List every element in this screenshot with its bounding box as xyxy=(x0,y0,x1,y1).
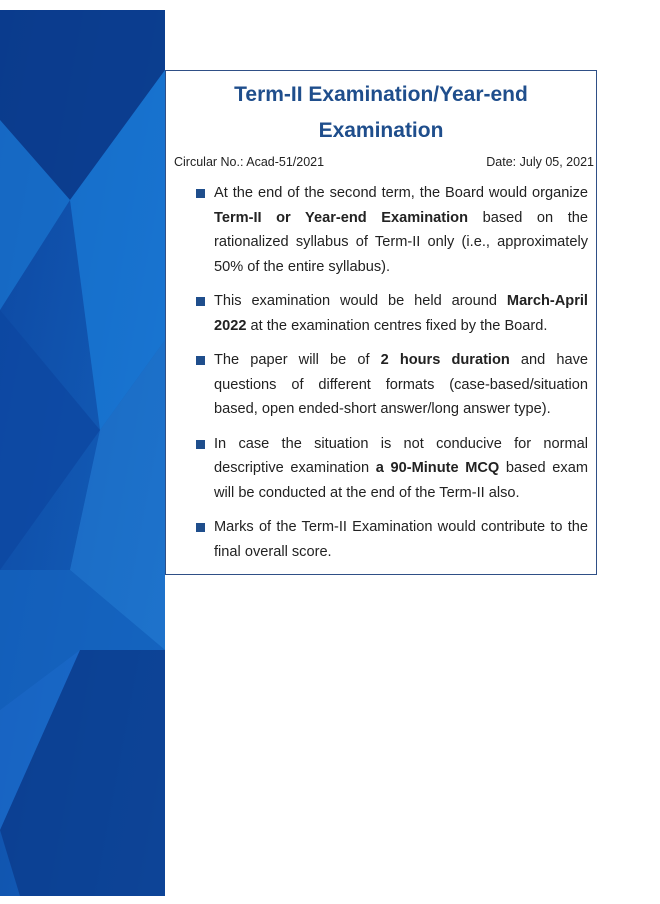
circular-card xyxy=(165,70,597,575)
square-bullet-icon xyxy=(196,440,205,449)
circular-date: Date: July 05, 2021 xyxy=(486,155,594,169)
square-bullet-icon xyxy=(196,189,205,198)
point-text: at the examination centres fixed by the Board. xyxy=(246,317,548,334)
square-bullet-icon xyxy=(196,297,205,306)
page-title xyxy=(166,77,596,149)
point-bold-text: a 90-Minute MCQ xyxy=(375,460,500,476)
list-item xyxy=(166,432,596,506)
title-line-2: Examination xyxy=(318,119,444,142)
title-line-1: Term-II Examination/Year-end xyxy=(234,83,528,106)
point-text: Marks of the Term-II Examination would contribute to the final overall score. xyxy=(214,519,588,560)
circular-number: Circular No.: Acad-51/2021 xyxy=(174,155,325,169)
list-item xyxy=(166,515,596,564)
point-text: and have questions of different formats (case-based/situation based, open ended-short answer/long answer type). xyxy=(214,352,589,417)
point-bold-text: 2 hours duration xyxy=(380,352,510,368)
point-bold-text: Term-II or Year-end Examination xyxy=(214,209,469,226)
list-item xyxy=(166,289,596,338)
points-list xyxy=(166,181,596,564)
point-bold-text: March-April 2022 xyxy=(214,293,588,334)
point-text: In case the situation is not conducive for normal descriptive examination xyxy=(214,435,588,476)
square-bullet-icon xyxy=(196,523,205,532)
point-text: based exam will be conducted at the end of the Term-II also. xyxy=(214,460,588,501)
decorative-sidebar xyxy=(0,10,165,896)
circular-meta xyxy=(174,155,594,169)
point-text: The paper will be of xyxy=(214,352,381,368)
point-text: based on the rationalized syllabus of Term-II only (i.e., approximately 50% of the entire syllabus). xyxy=(214,209,588,275)
list-item xyxy=(166,348,596,422)
point-text: At the end of the second term, the Board would organize xyxy=(214,185,588,201)
sidebar-pattern xyxy=(0,10,165,896)
list-item xyxy=(166,181,596,279)
square-bullet-icon xyxy=(196,356,205,365)
point-text: This examination would be held around xyxy=(214,293,507,309)
